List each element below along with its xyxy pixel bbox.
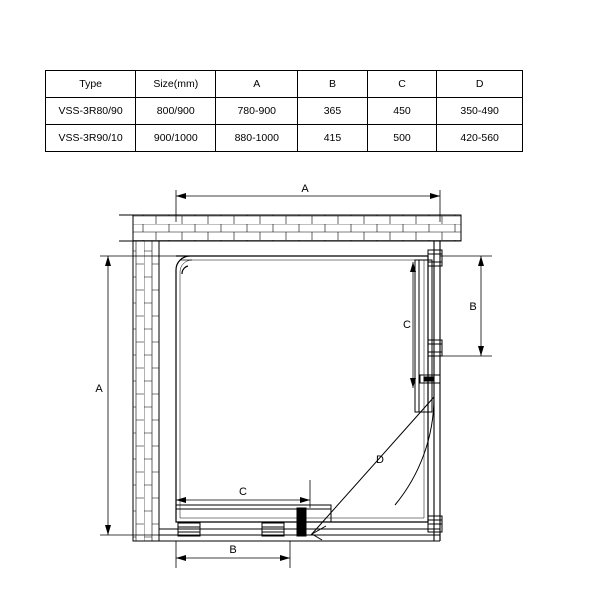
cell-type: VSS-3R90/10 [46, 125, 136, 152]
dimension-label-b-right: B [469, 301, 477, 313]
door-handle [420, 375, 440, 383]
column-header-b: B [298, 71, 368, 98]
fixed-glass-panel [176, 256, 428, 522]
column-header-d: D [437, 71, 523, 98]
cell-d: 350-490 [437, 98, 523, 125]
door-swing-indicator [311, 397, 434, 540]
shower-enclosure-plan-svg [0, 160, 600, 600]
dimension-label-b-bottom: B [229, 544, 237, 556]
enclosure-frame [159, 241, 440, 541]
door-leaf-right [415, 260, 432, 412]
cell-d: 420-560 [437, 125, 523, 152]
wall-edge-lines [119, 215, 461, 541]
cell-b: 365 [298, 98, 368, 125]
column-header-a: A [216, 71, 298, 98]
column-header-type: Type [46, 71, 136, 98]
cell-a: 780-900 [216, 98, 298, 125]
sliding-door-bottom [176, 505, 331, 522]
technical-drawing [0, 160, 600, 600]
spec-table [45, 70, 523, 152]
cell-type: VSS-3R80/90 [46, 98, 136, 125]
cell-b: 415 [298, 125, 368, 152]
column-header-c: C [367, 71, 437, 98]
wall-top [133, 215, 461, 241]
spec-table-container [45, 70, 523, 152]
table-row [46, 98, 523, 125]
spec-table-body [46, 98, 523, 152]
column-header-size: Size(mm) [136, 71, 216, 98]
cell-a: 880-1000 [216, 125, 298, 152]
spec-table-head [46, 71, 523, 98]
dimension-label-d-diagonal: D [376, 454, 384, 466]
dimension-label-a-top: A [301, 183, 309, 195]
cell-size: 800/900 [136, 98, 216, 125]
table-header-row [46, 71, 523, 98]
door-stopper [297, 508, 306, 536]
dimension-label-c-inner: C [403, 319, 411, 331]
dimension-label-c-bottom: C [239, 486, 247, 498]
cell-c: 500 [367, 125, 437, 152]
dimension-label-a-left: A [95, 383, 103, 395]
cell-c: 450 [367, 98, 437, 125]
dimension-b-right [440, 256, 492, 356]
cell-size: 900/1000 [136, 125, 216, 152]
wall-left [133, 241, 159, 541]
table-row [46, 125, 523, 152]
